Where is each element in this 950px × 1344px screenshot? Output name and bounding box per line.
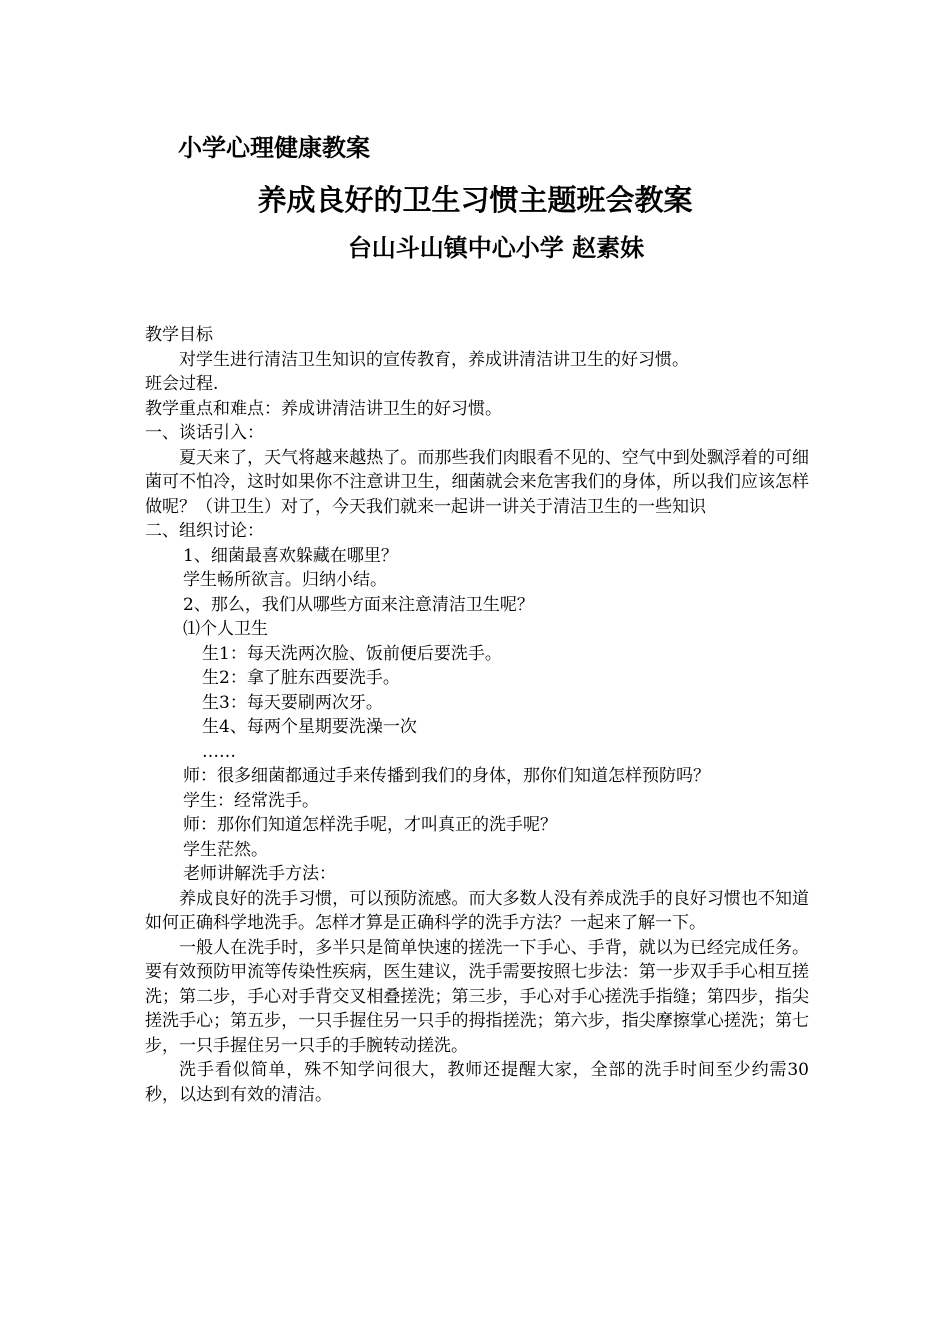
- teacher-explains-heading: 老师讲解洗手方法：: [183, 864, 336, 884]
- section-heading-discussion: 二、组织讨论：: [145, 521, 264, 541]
- student-answer-2: 生2：拿了脏东西要洗手。: [202, 668, 400, 688]
- student-answer-4: 生4、每两个星期要洗澡一次: [202, 717, 417, 737]
- section-heading-process: 班会过程.: [145, 374, 219, 394]
- question-1: 1、细菌最喜欢躲藏在哪里？: [183, 545, 398, 566]
- paragraph-goal: 对学生进行清洁卫生知识的宣传教育，养成讲清洁讲卫生的好习惯。: [179, 349, 689, 370]
- teacher-line-1: 师：很多细菌都通过手来传播到我们的身体，那你们知道怎样预防吗？: [183, 766, 710, 786]
- document-title: 养成良好的卫生习惯主题班会教案: [257, 183, 693, 217]
- document-category: 小学心理健康教案: [178, 134, 370, 162]
- paragraph-seven-steps: 一般人在洗手时，多半只是简单快速的搓洗一下手心、手背，就以为已经完成任务。要有效预防甲流等传染性疾病，医生建议，洗手需要按照七步法：第一步双手手心相互搓洗；第二步，手心对手背交叉相叠搓洗；第三步，手心对手心搓洗手指缝；第四步，指尖搓洗手心；第五步，一只手握住另一只手的拇指搓洗；第六步，指尖摩擦掌心搓洗；第七步，一只手握住另一只手的手腕转动搓洗。: [145, 937, 809, 1056]
- paragraph-handwashing-time: 洗手看似简单，殊不知学问很大，教师还提醒大家，全部的洗手时间至少约需30秒，以达到有效的清洁。: [145, 1060, 809, 1105]
- section-heading-teaching-goal: 教学目标: [145, 325, 213, 345]
- student-line-2: 学生茫然。: [183, 839, 268, 860]
- teacher-line-2: 师：那你们知道怎样洗手呢，才叫真正的洗手呢？: [183, 815, 557, 835]
- discussion-line: 学生畅所欲言。归纳小结。: [183, 570, 387, 590]
- student-answer-1: 生1：每天洗两次脸、饭前便后要洗手。: [202, 643, 502, 664]
- paragraph-intro: 夏天来了，天气将越来越热了。而那些我们肉眼看不见的、空气中到处飘浮着的可细菌可不怕冷，这时如果你不注意讲卫生，细菌就会来危害我们的身体，所以我们应该怎样做呢？（讲卫生）对了，今天我们就来一起讲一讲关于清洁卫生的一些知识: [145, 447, 809, 517]
- subheading-personal-hygiene: ⑴个人卫生: [183, 619, 268, 639]
- question-2: 2、那么，我们从哪些方面来注意清洁卫生呢？: [183, 594, 534, 615]
- section-heading-intro: 一、谈话引入：: [145, 423, 264, 443]
- document-body: [145, 323, 809, 1107]
- document-author: 台山斗山镇中心小学 赵素妹: [347, 234, 645, 262]
- section-heading-key-points: 教学重点和难点：养成讲清洁讲卫生的好习惯。: [145, 398, 502, 419]
- student-answer-3: 生3：每天要刷两次牙。: [202, 692, 383, 713]
- paragraph-handwashing-habit: 养成良好的洗手习惯，可以预防流感。而大多数人没有养成洗手的良好习惯也不知道如何正确科学地洗手。怎样才算是正确科学的洗手方法？一起来了解一下。: [145, 888, 809, 933]
- ellipsis: ……: [202, 741, 236, 762]
- student-line-1: 学生：经常洗手。: [183, 790, 319, 811]
